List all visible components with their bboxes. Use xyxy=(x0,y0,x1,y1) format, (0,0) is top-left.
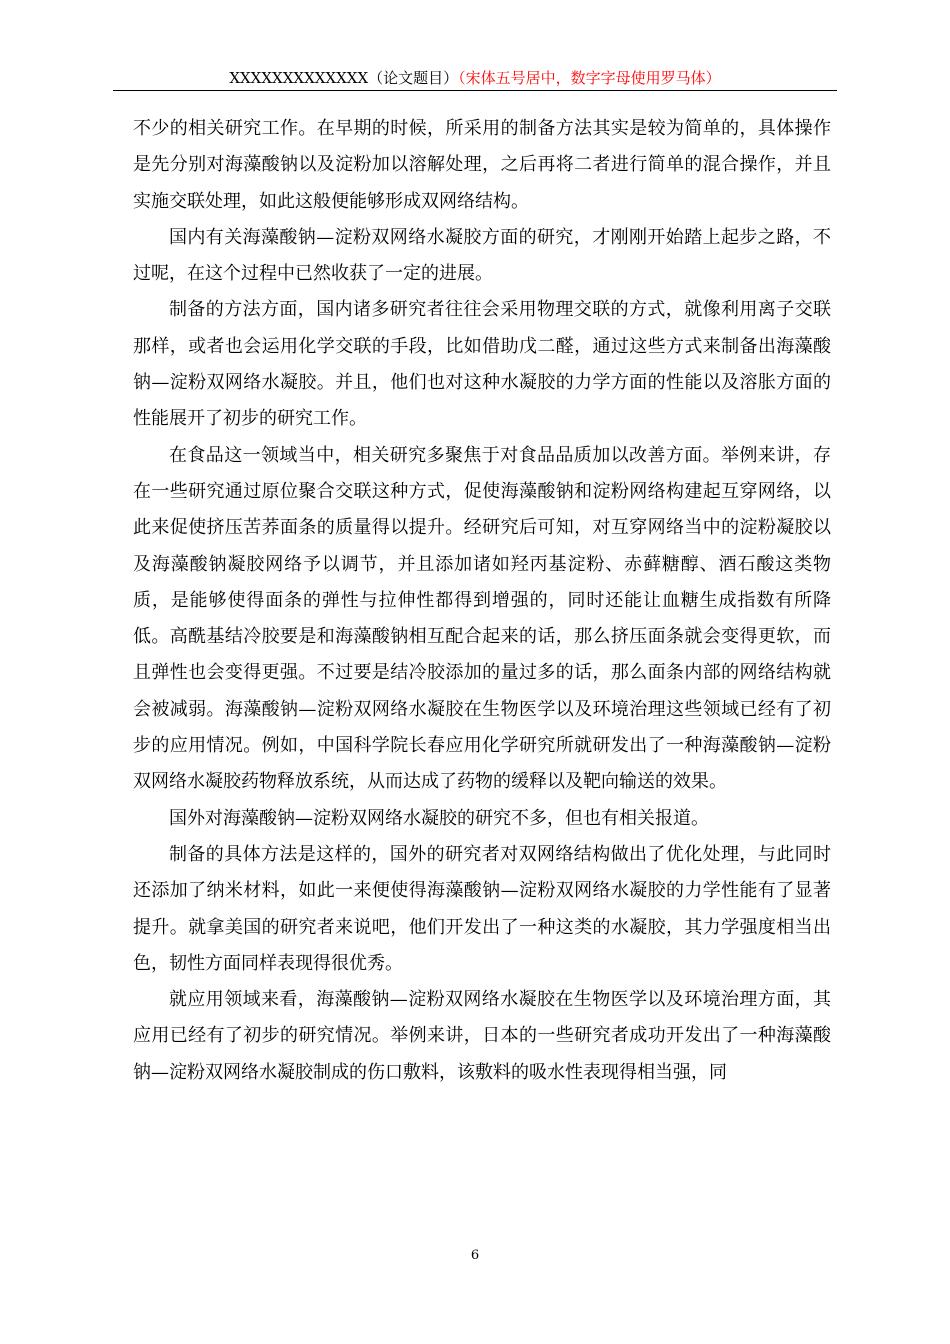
page-number: 6 xyxy=(470,1248,480,1263)
paragraph: 不少的相关研究工作。在早期的时候，所采用的制备方法其实是较为简单的，具体操作是先分别对海藻酸钠以及淀粉加以溶解处理，之后再将二者进行简单的混合操作，并且实施交联处理，如此这般便能够形成双网络结构。 xyxy=(133,118,831,212)
paragraph: 就应用领域来看，海藻酸钠—淀粉双网络水凝胶在生物医学以及环境治理方面，其应用已经有了初步的研究情况。举例来讲，日本的一些研究者成功开发出了一种海藻酸钠—淀粉双网络水凝胶制成的伤口敷料，该敷料的吸水性表现得相当强，同 xyxy=(133,989,831,1083)
header-title: XXXXXXXXXXXXX（论文题目） xyxy=(229,69,459,87)
header-format-note: （宋体五号居中，数字字母使用罗马体） xyxy=(458,69,721,87)
paragraph: 国外对海藻酸钠—淀粉双网络水凝胶的研究不多，但也有相关报道。 xyxy=(169,807,709,829)
header-rule xyxy=(113,90,837,91)
paragraph: 国内有关海藻酸钠—淀粉双网络水凝胶方面的研究，才刚刚开始踏上起步之路，不过呢，在这个过程中已然收获了一定的进展。 xyxy=(133,226,831,285)
paragraph: 在食品这一领域当中，相关研究多聚焦于对食品品质加以改善方面。举例来讲，存在一些研究通过原位聚合交联这种方式，促使海藻酸钠和淀粉网络构建起互穿网络，以此来促使挤压苦荞面条的质量得以提升。经研究后可知，对互穿网络当中的淀粉凝胶以及海藻酸钠凝胶网络予以调节，并且添加诸如羟丙基淀粉、赤藓糖醇、酒石酸这类物质，是能够使得面条的弹性与拉伸性都得到增强的，同时还能让血糖生成指数有所降低。高酰基结冷胶要是和海藻酸钠相互配合起来的话，那么挤压面条就会变得更软，而且弹性也会变得更强。不过要是结冷胶添加的量过多的话，那么面条内部的网络结构就会被减弱。海藻酸钠—淀粉双网络水凝胶在生物医学以及环境治理这些领域已经有了初步的应用情况。例如，中国科学院长春应用化学研究所就研发出了一种海藻酸钠—淀粉双网络水凝胶药物释放系统，从而达成了药物的缓释以及靶向输送的效果。 xyxy=(133,444,831,793)
paragraph: 制备的具体方法是这样的，国外的研究者对双网络结构做出了优化处理，与此同时还添加了纳米材料，如此一来便使得海藻酸钠—淀粉双网络水凝胶的力学性能有了显著提升。就拿美国的研究者来说吧，他们开发出了一种这类的水凝胶，其力学强度相当出色，韧性方面同样表现得很优秀。 xyxy=(133,843,831,974)
running-header xyxy=(113,66,837,90)
paragraph: 制备的方法方面，国内诸多研究者往往会采用物理交联的方式，就像利用离子交联那样，或者也会运用化学交联的手段，比如借助戊二醛，通过这些方式来制备出海藻酸钠—淀粉双网络水凝胶。并且，他们也对这种水凝胶的力学方面的性能以及溶胀方面的性能展开了初步的研究工作。 xyxy=(133,299,831,430)
body-text xyxy=(133,111,831,1091)
